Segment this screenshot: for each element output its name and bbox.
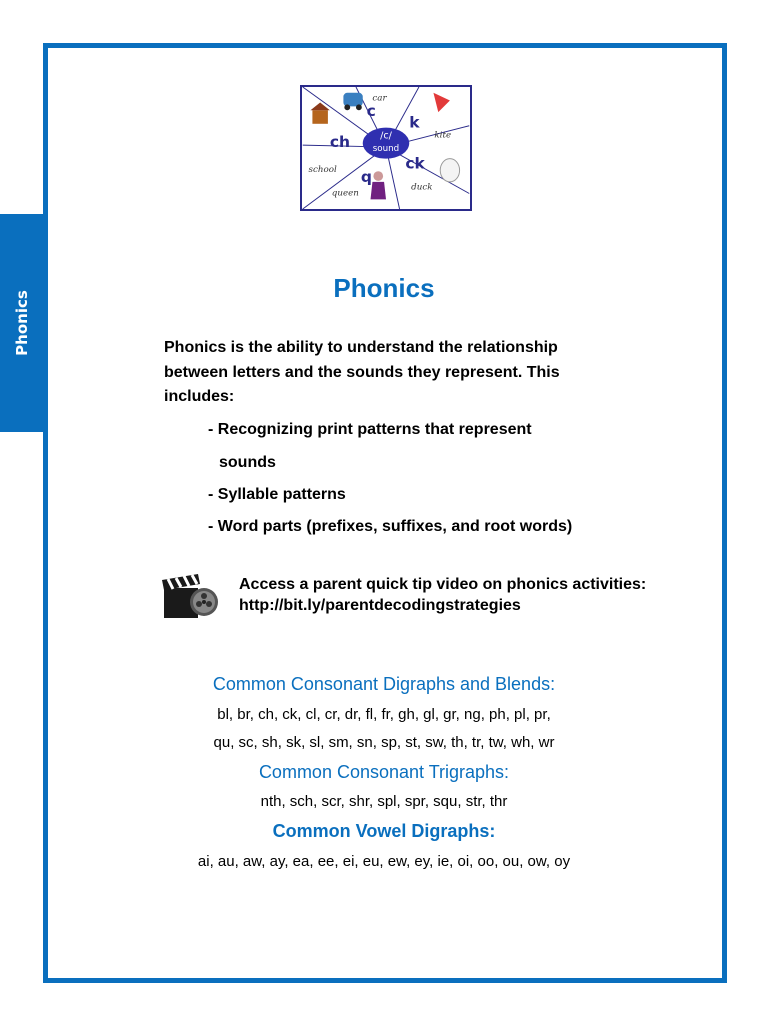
svg-text:sound: sound (372, 143, 400, 154)
section-heading-trigraphs: Common Consonant Trigraphs: (258, 762, 510, 782)
video-link[interactable]: http://bit.ly/parentdecodingstrategies (239, 597, 521, 614)
svg-text:ch: ch (329, 133, 351, 152)
svg-text:ck: ck (405, 154, 425, 173)
video-tip-text: Access a parent quick tip video on phonics activities: (239, 576, 647, 593)
bullet-word-parts: - Word parts (prefixes, suffixes, and root words) (208, 518, 573, 535)
svg-text:queen: queen (331, 188, 359, 199)
svg-text:car: car (372, 93, 387, 104)
bullet-recognizing-continued: sounds (219, 454, 276, 471)
trigraphs-line: nth, sch, scr, shr, spl, spr, squ, str, thr (260, 793, 508, 810)
svg-text:q: q (360, 167, 372, 186)
svg-text:c: c (366, 102, 376, 121)
intro-paragraph: Phonics is the ability to understand the relationship between letters and the sounds they represent. This includes: (164, 339, 560, 405)
section-heading-digraphs-blends: Common Consonant Digraphs and Blends: (212, 674, 556, 694)
digraphs-blends-line-1: bl, br, ch, ck, cl, cr, dr, fl, fr, gh, gl, gr, ng, ph, pl, pr, (217, 706, 551, 723)
vowel-digraphs-line: ai, au, aw, ay, ea, ee, ei, eu, ew, ey, ie, oi, oo, ou, ow, oy (197, 853, 571, 870)
film-clapper-icon (160, 570, 220, 624)
svg-text:duck: duck (411, 182, 433, 193)
digraphs-blends-line-2: qu, sc, sh, sk, sl, sm, sn, sp, st, sw, th, tr, tw, wh, wr (213, 734, 555, 751)
svg-text:school: school (308, 165, 337, 176)
c-sound-chart-image (300, 85, 472, 211)
side-tab-label: Phonics (12, 290, 31, 356)
svg-text:k: k (409, 113, 420, 132)
bullet-syllable-patterns: - Syllable patterns (208, 486, 346, 503)
bullet-recognizing: - Recognizing print patterns that represent (208, 421, 532, 438)
svg-text:/c/: /c/ (380, 130, 392, 142)
section-heading-vowel-digraphs: Common Vowel Digraphs: (272, 821, 496, 841)
side-tab (0, 214, 43, 432)
page-title: Phonics (333, 273, 435, 303)
video-tip (239, 574, 709, 616)
svg-text:kite: kite (434, 130, 452, 141)
